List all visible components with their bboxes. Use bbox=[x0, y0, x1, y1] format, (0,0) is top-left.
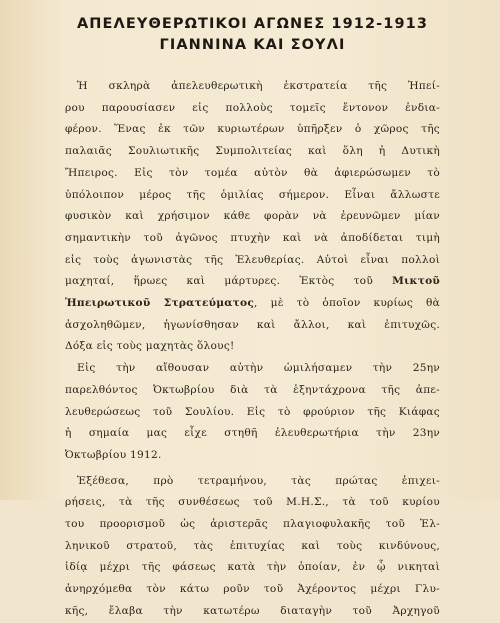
bold-term: Μικτοῦ bbox=[392, 275, 440, 288]
text-line: Ἤπειρος. Εἰς τὸν τομέα αὐτὸν θὰ ἀφιερώσωμεν τὸ bbox=[65, 166, 440, 179]
text-line: Ἡ σκληρὰ ἀπελευθερωτικὴ ἐκστρατεία τῆς Ἠπεί- bbox=[77, 80, 440, 92]
text-line bbox=[65, 271, 440, 293]
text-line bbox=[65, 293, 440, 315]
heading-line-1: ΑΠΕΛΕΥΘΕΡΩΤΙΚΟΙ ΑΓΩΝΕΣ 1912-1913 bbox=[76, 16, 429, 32]
text-line: Ὀκτωβρίου 1912. bbox=[65, 448, 162, 461]
bold-term: Ἠπειρωτικοῦ Στρατεύματος bbox=[65, 297, 255, 310]
text-fragment: μαχηταί, ἥρωες καὶ μάρτυρες. Ἐκτὸς τοῦ bbox=[65, 275, 393, 288]
text-line: ἰδίᾳ μέχρι τῆς φάσεως κατὰ τὴν ὁποίαν, ἐν ᾧ νικηταὶ bbox=[65, 561, 440, 574]
paragraph-1 bbox=[65, 76, 440, 358]
text-line: ἡ σημαία μας εἶχε στηθῆ ἐλευθερωτήρια τὴν 23ην bbox=[65, 427, 440, 440]
text-line: παρελθόντος Ὀκτωβρίου διὰ τὰ ἑξηντάχρονα τῆς ἀπε- bbox=[65, 383, 440, 396]
text-line: παλαιᾶς Σουλιωτικῆς Συμπολιτείας καὶ ὅλη ἡ Δυτικὴ bbox=[65, 145, 440, 158]
text-line: ληνικοῦ στρατοῦ, τὰς ἐπιτυχίας καὶ τοὺς κινδύνους, bbox=[65, 539, 440, 552]
text-fragment: , μὲ τὸ ὁποῖον κυρίως θὰ bbox=[254, 297, 440, 310]
text-line: ρήσεις, τὰ τῆς συνθέσεως τοῦ Μ.Η.Σ., τὰ τοῦ κυρίου bbox=[65, 496, 440, 509]
text-line: κῆς, ἔλαβα τὴν κατωτέρω διαταγὴν τοῦ Ἀρχηγοῦ bbox=[65, 604, 440, 617]
text-line: Δόξα εἰς τοὺς μαχητὰς ὅλους! bbox=[65, 340, 235, 353]
text-line: του προορισμοῦ ὡς ἀριστερᾶς πλαγιοφυλακῆς τοῦ Ἑλ- bbox=[65, 518, 440, 531]
text-line: λευθερώσεως τοῦ Σουλίου. Εἰς τὸ φρούριον τῆς Κιάφας bbox=[65, 405, 440, 418]
text-line: φέρον. Ἕνας ἐκ τῶν κυριωτέρων ὑπῆρξεν ὁ χῶρος τῆς bbox=[65, 123, 440, 136]
text-line: Εἰς τὴν αἴθουσαν αὐτὴν ὡμιλήσαμεν τὴν 25ην bbox=[77, 362, 440, 375]
text-line: φυσικὸν καὶ χρήσιμον κάθε φορὰν νὰ ἐρευνῶμεν μίαν bbox=[65, 210, 440, 223]
text-line: Ἐξέθεσα, πρὸ τετραμήνου, τὰς πρώτας ἐπιχει- bbox=[77, 474, 440, 487]
paragraph-3 bbox=[65, 471, 440, 623]
text-line: ὑπόλοιπον μέρος τῆς ὁμιλίας σήμερον. Εἶναι ἄλλωστε bbox=[65, 188, 440, 201]
text-line: ἀνηρχόμεθα τὸν κάτω ροῦν τοῦ Ἀχέροντος μέχρι Γλυ- bbox=[65, 583, 440, 596]
text-line: εἰς τοὺς ἀγωνιστὰς τῆς Ἐλευθερίας. Αὐτοὶ εἶναι πολλοὶ bbox=[65, 253, 440, 266]
text-line: σημαντικὴν τοῦ ἀγῶνος πτυχὴν καὶ νὰ ἀποδίδεται τιμὴ bbox=[65, 231, 440, 244]
heading-line-2: ΓΙΑΝΝΙΝΑ ΚΑΙ ΣΟΥΛΙ bbox=[159, 37, 346, 53]
paragraph-2 bbox=[65, 358, 440, 467]
text-line: ρου παρουσίασεν εἰς πολλοὺς τομεῖς ἔντονον ἐνδια- bbox=[65, 101, 440, 114]
text-line: ἀσχοληθῶμεν, ἡγωνίσθησαν καὶ ἄλλοι, καὶ ἐπιτυχῶς. bbox=[65, 318, 440, 331]
